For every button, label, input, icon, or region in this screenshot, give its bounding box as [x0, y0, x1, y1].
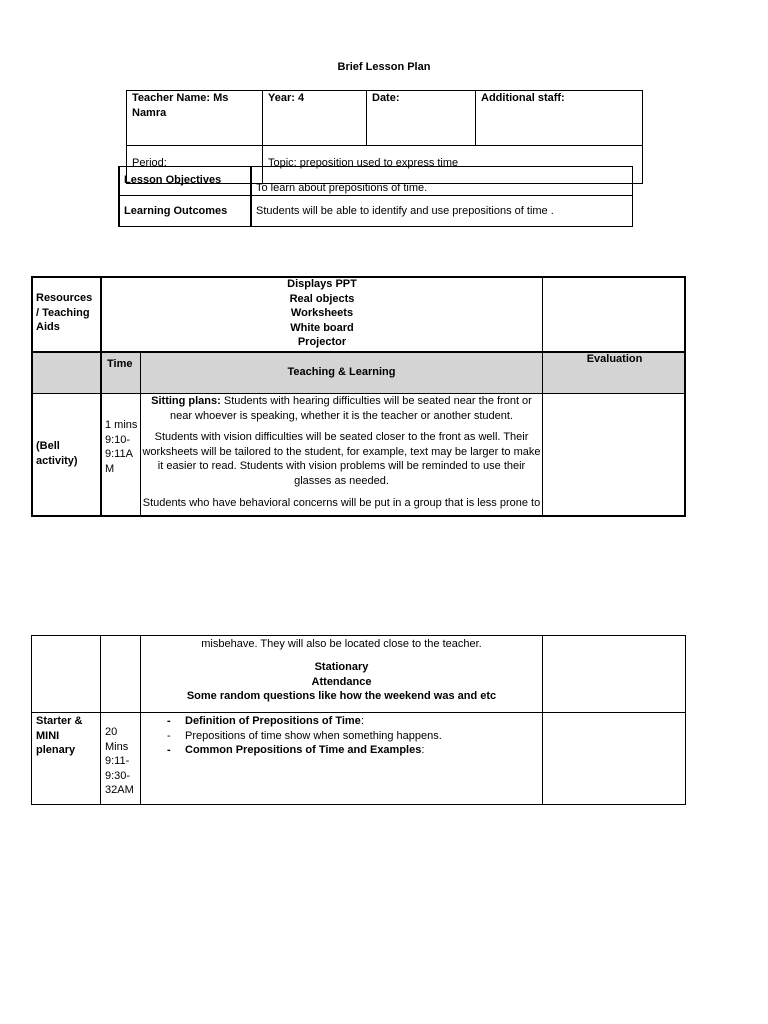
resource-item: White board — [290, 321, 354, 334]
evaluation-column-header: Evaluation — [586, 353, 643, 365]
starter-label: Starter & MINI plenary — [36, 715, 83, 757]
time-column-header: Time — [107, 358, 133, 370]
sitting-plans-paragraph — [142, 394, 541, 423]
bell-activity-label: (Bell activity) — [36, 440, 78, 467]
bell-activity-content — [142, 394, 541, 516]
resource-item: Projector — [297, 336, 347, 349]
attendance-item: Attendance — [311, 675, 372, 688]
bell-activity-time: 1 mins 9:10-9:11AM — [105, 419, 138, 475]
resources-list — [102, 277, 542, 350]
stationary-item: Stationary — [314, 661, 369, 673]
learning-outcomes-value: Students will be able to identify and use prepositions of time . — [256, 205, 554, 217]
vision-paragraph: Students with vision difficulties will be seated closer to the front as well. Their worksheets will be tailored to the student, for example, text may be larger to make it easier to read. Students with vision problems will be reminded to use their glasses as needed. — [142, 431, 541, 487]
behavior-continued: misbehave. They will also be located close to the teacher. — [201, 638, 482, 650]
learning-outcomes-label: Learning Outcomes — [124, 205, 228, 217]
bullet-item: - Definition of Prepositions of Time: — [154, 714, 540, 729]
sitting-plans-text: Students with hearing difficulties will be seated near the front or near whoever is speaking, whether it is the teacher or another student. — [169, 395, 532, 422]
prepositions-bullet-list — [154, 714, 540, 758]
bullet-item: - Prepositions of time show when something happens. — [154, 729, 540, 744]
date-cell: Date: — [372, 92, 400, 104]
resource-item: Displays PPT — [287, 278, 357, 290]
starter-items — [141, 660, 542, 704]
starter-content — [154, 714, 540, 758]
page-title: Brief Lesson Plan — [337, 61, 431, 73]
year-cell: Year: 4 — [268, 92, 305, 104]
random-questions-item: Some random questions like how the weekend was and etc — [186, 690, 497, 703]
behavior-paragraph: Students who have behavioral concerns will be put in a group that is less prone to — [142, 496, 541, 509]
teacher-name-cell: Teacher Name: Ms Namra — [132, 92, 229, 119]
teaching-learning-column-header: Teaching & Learning — [287, 366, 396, 378]
bullet-item: - Common Prepositions of Time and Examples: — [154, 743, 540, 758]
topic-cell: Topic: preposition used to express time — [268, 157, 459, 169]
period-cell: Period: — [132, 157, 167, 169]
resource-item: Real objects — [289, 292, 355, 305]
lesson-objectives-label: Lesson Objectives — [124, 174, 222, 186]
resources-label: Resources / Teaching Aids — [36, 292, 93, 334]
resource-item: Worksheets — [290, 307, 354, 320]
lesson-objectives-value: To learn about prepositions of time. — [256, 182, 428, 194]
sitting-plans-heading: Sitting plans: — [151, 395, 221, 407]
additional-staff-cell: Additional staff: — [481, 92, 565, 104]
starter-time: 20 Mins 9:11-9:30-32AM — [105, 726, 134, 797]
